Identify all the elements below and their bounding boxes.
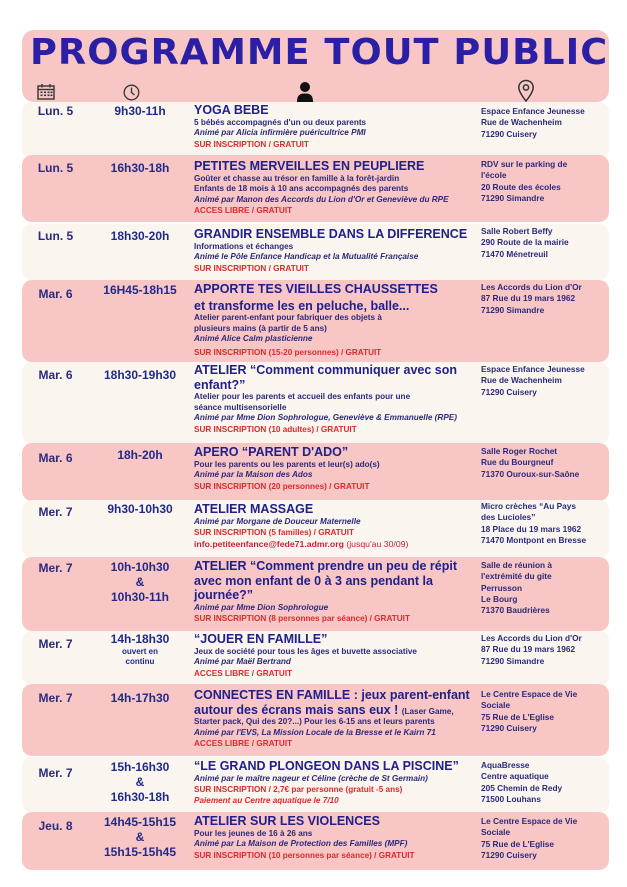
event-title: enfant?”	[194, 377, 246, 392]
event-details: 5 bébés accompagnés d'un ou deux parents	[194, 117, 367, 127]
event-title: “JOUER EN FAMILLE”	[194, 632, 328, 646]
event-details: Pour les parents ou les parents et leur(s) ado(s)	[194, 459, 380, 469]
event-title: ATELIER MASSAGE	[194, 502, 314, 516]
event-time: 14h-17h30	[110, 691, 170, 705]
event-day: Lun. 5	[37, 229, 74, 243]
event-day: Mer. 7	[38, 561, 73, 575]
event-title: journée?”	[194, 588, 254, 602]
event-title: “LE GRAND PLONGEON DANS LA PISCINE”	[194, 759, 459, 773]
event-registration: SUR INSCRIPTION (5 familles) / GRATUIT	[194, 528, 354, 537]
event-details: séance multisensorielle	[194, 402, 287, 412]
event-time: 14h-18h30	[110, 632, 170, 646]
event-place: Le Centre Espace de Vie Sociale 75 Rue de L'Eglise 71290 Cuisery	[481, 816, 578, 860]
event-registration: SUR INSCRIPTION / 2,7€ par personne (gratuit -5 ans)	[194, 785, 403, 794]
event-row: Jeu. 8 14h45-15h15 & 15h15-15h45 ATELIER SUR LES VIOLENCES Pour les jeunes de 16 à 26 ans Animé par La Maison de Protection des Familles (MPF) SUR INSCRIPTION (10 personnes par séance) / GRATUIT Le Centre Espace de Vie Sociale 75 Rue de L'Eglise 71290 Cuisery	[22, 812, 609, 870]
event-animator: Animé Alice Calm plasticienne	[194, 334, 313, 343]
event-row	[22, 362, 609, 444]
event-time: 18h-20h	[117, 448, 163, 462]
event-day: Jeu. 8	[38, 819, 73, 833]
event-place: Micro crèches “Au Pays des Lucioles” 18 Place du 19 mars 1962 71470 Montpont en Bresse	[481, 501, 587, 545]
event-title: PETITES MERVEILLES EN PEUPLIERE	[194, 159, 425, 173]
event-day: Mer. 7	[38, 505, 73, 519]
event-registration: SUR INSCRIPTION (10 personnes par séance) / GRATUIT	[194, 850, 415, 860]
event-time: 9h30-10h30	[107, 502, 173, 516]
event-title: ATELIER “Comment prendre un peu de répit	[194, 559, 457, 573]
event-details: plusieurs mains (à partir de 5 ans)	[194, 323, 327, 333]
event-animator: Animé par l'EVS, La Mission Locale de la Bresse et le Kairn 71	[194, 727, 436, 737]
event-time: 10h-10h30	[110, 560, 170, 574]
event-place: Salle de réunion à l'extrémité du gite Perrusson Le Bourg 71370 Baudrières	[481, 560, 553, 616]
event-registration: SUR INSCRIPTION (15-20 personnes) / GRATUIT	[194, 347, 382, 357]
event-day: Mar. 6	[38, 451, 73, 465]
event-contact-email[interactable]: info.petiteenfance@fede71.admr.org (jusqu'au 30/09)	[194, 538, 409, 549]
event-registration: ACCES LIBRE / GRATUIT	[194, 739, 293, 748]
event-details: Enfants de 18 mois à 10 ans accompagnés des parents	[194, 184, 409, 193]
event-day: Mer. 7	[38, 766, 73, 780]
event-title: APPORTE TES VIEILLES CHAUSSETTES	[194, 282, 438, 296]
event-animator: Animé par Mme Dion Sophrologue, Geneviève & Emmanuelle (RPE)	[194, 413, 457, 422]
event-registration: ACCES LIBRE / GRATUIT	[194, 668, 293, 678]
event-row	[22, 443, 609, 501]
event-details: Informations et échanges	[194, 241, 294, 251]
event-row: Mer. 7 14h-18h30 ouvert en continu “JOUER EN FAMILLE” Jeux de société pour tous les âges et buvette associative Animé par Maël Bertrand ACCES LIBRE / GRATUIT Les Accords du Lion d'Or 87 Rue du 19 mars 1962 71290 Simandre	[22, 631, 609, 686]
clock-icon	[123, 84, 140, 101]
event-place: Espace Enfance Jeunesse Rue de Wachenheim 71290 Cuisery	[481, 106, 585, 139]
event-registration: SUR INSCRIPTION (20 personnes) / GRATUIT	[194, 481, 370, 491]
event-row	[22, 500, 609, 558]
event-animator: Animé par Manon des Accords du Lion d'Or et Geneviève du RPE	[194, 194, 449, 204]
event-registration: SUR INSCRIPTION / GRATUIT	[194, 139, 309, 149]
event-animator: Animé par le maître nageur et Céline (crèche de St Germain)	[194, 773, 428, 783]
event-title: et transforme les en peluche, balle...	[194, 298, 410, 313]
calendar-icon	[37, 84, 55, 100]
event-time: 16h30-18h	[110, 161, 170, 175]
event-title: APERO “PARENT D'ADO”	[194, 445, 349, 459]
event-row	[22, 280, 609, 362]
event-animator: Animé par Morgane de Douceur Maternelle	[194, 516, 361, 526]
event-animator: Animé par Mme Dion Sophrologue	[194, 602, 329, 612]
event-details: Atelier pour les parents et accueil des enfants pour une	[194, 392, 411, 401]
event-title: CONNECTES EN FAMILLE : jeux parent-enfant	[194, 688, 470, 702]
event-registration: SUR INSCRIPTION (8 personnes par séance) / GRATUIT	[194, 614, 410, 623]
event-details: Jeux de société pour tous les âges et buvette associative	[194, 646, 417, 656]
event-time: 9h30-11h	[114, 104, 166, 118]
event-time: 18h30-19h30	[103, 368, 177, 382]
event-registration: ACCES LIBRE / GRATUIT	[194, 206, 293, 215]
event-place: RDV sur le parking de l'école 20 Route des écoles 71290 Simandre	[481, 159, 568, 203]
event-row	[22, 684, 609, 756]
event-time: 16H45-18h15	[103, 283, 177, 297]
event-time: 18h30-20h	[110, 229, 170, 243]
event-animator: Animé par Alicia infirmière puéricultrice PMI	[194, 128, 366, 137]
event-animator: Animé par La Maison de Protection des Familles (MPF)	[194, 839, 408, 848]
event-place: Les Accords du Lion d'Or 87 Rue du 19 mars 1962 71290 Simandre	[481, 633, 582, 666]
event-row	[22, 224, 609, 280]
event-place: Salle Robert Beffy 290 Route de la mairie 71470 Ménetreuil	[481, 226, 569, 259]
event-time: 15h-16h30	[110, 760, 170, 774]
event-row	[22, 155, 609, 222]
event-payment-note: Paiement au Centre aquatique le 7/10	[194, 795, 339, 805]
event-place: Salle Roger Rochet Rue du Bourgneuf 71370 Ouroux-sur-Saône	[481, 446, 580, 479]
event-details: Goûter et chasse au trésor en famille à la forêt-jardin	[194, 173, 400, 183]
event-place: Le Centre Espace de Vie Sociale 75 Rue de L'Eglise 71290 Cuisery	[481, 689, 578, 733]
event-place: Les Accords du Lion d'Or 87 Rue du 19 mars 1962 71290 Simandre	[481, 282, 582, 315]
event-day: Lun. 5	[37, 161, 74, 175]
event-day: Mer. 7	[38, 691, 73, 705]
event-title: ATELIER “Comment communiquer avec son	[194, 363, 458, 377]
event-day: Mar. 6	[38, 368, 73, 382]
event-title: GRANDIR ENSEMBLE DANS LA DIFFERENCE	[194, 227, 468, 241]
event-title: YOGA BEBE	[194, 103, 269, 117]
event-row: Mer. 7 10h-10h30 & 10h30-11h ATELIER “Comment prendre un peu de répit avec mon enfant de 0 à 3 ans pendant la journée?” Animé par Mme Dion Sophrologue SUR INSCRIPTION (8 personnes par séance) / GRATUIT Salle de réunion à l'extrémité du gite Perrusson Le Bourg 71370 Baudrières	[22, 557, 609, 631]
person-icon	[296, 81, 314, 103]
event-time-note: ouvert en	[121, 647, 158, 656]
event-title: avec mon enfant de 0 à 3 ans pendant la	[194, 573, 433, 588]
event-day: Lun. 5	[37, 104, 74, 118]
event-title: ATELIER SUR LES VIOLENCES	[194, 814, 380, 828]
event-animator: Animé par la Maison des Ados	[194, 470, 313, 479]
event-row: Mer. 7 15h-16h30 & 16h30-18h “LE GRAND PLONGEON DANS LA PISCINE” Animé par le maître nageur et Céline (crèche de St Germain) SUR INSCRIPTION / 2,7€ par personne (gratuit -5 ans) Paiement au Centre aquatique le 7/10 AquaBresse Centre aquatique 205 Chemin de Redy 71500 Louhans	[22, 757, 609, 813]
event-day: Mer. 7	[38, 637, 73, 651]
event-details: Atelier parent-enfant pour fabriquer des objets à	[194, 313, 382, 322]
event-registration: SUR INSCRIPTION (10 adultes) / GRATUIT	[194, 424, 357, 434]
event-details: Starter pack, Qui des 20?...) Pour les 6-15 ans et leurs parents	[194, 717, 435, 726]
event-row	[22, 102, 609, 159]
location-pin-icon	[517, 79, 535, 103]
event-title: autour des écrans mais sans eux ! (Laser Game,	[194, 702, 454, 717]
event-details: Pour les jeunes de 16 à 26 ans	[194, 828, 313, 838]
event-place: AquaBresse Centre aquatique 205 Chemin de Redy 71500 Louhans	[481, 760, 563, 804]
event-registration: SUR INSCRIPTION / GRATUIT	[194, 263, 309, 273]
event-animator: Animé le Pôle Enfance Handicap et la Mutualité Française	[194, 252, 419, 261]
page-title: PROGRAMME TOUT PUBLIC	[30, 32, 609, 73]
event-place: Espace Enfance Jeunesse Rue de Wachenheim 71290 Cuisery	[481, 364, 585, 397]
event-day: Mar. 6	[38, 287, 73, 301]
event-time: 14h45-15h15	[103, 815, 177, 829]
event-animator: Animé par Maël Bertrand	[194, 657, 291, 666]
